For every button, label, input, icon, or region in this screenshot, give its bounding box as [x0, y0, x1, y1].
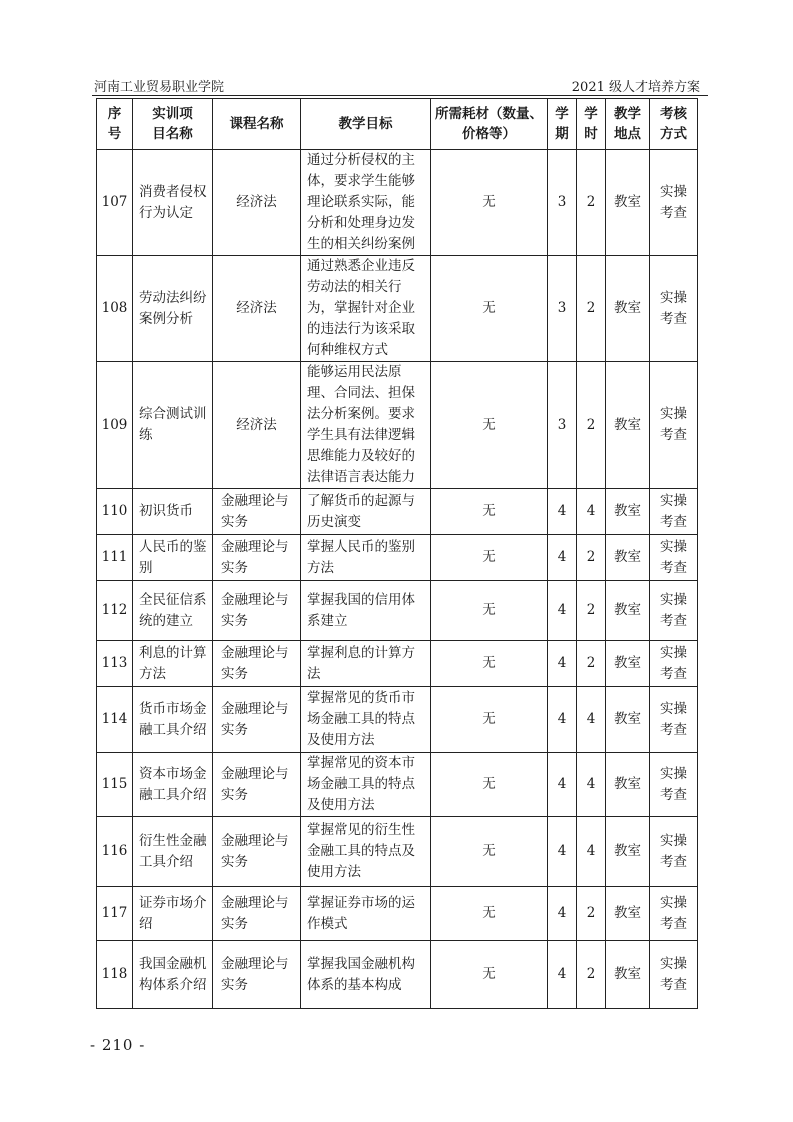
cell-no: 112 — [97, 581, 133, 641]
cell-hours: 2 — [577, 641, 606, 687]
cell-hours: 2 — [577, 581, 606, 641]
cell-course: 经济法 — [213, 362, 301, 489]
cell-place: 教室 — [606, 489, 650, 535]
header-rule — [92, 95, 708, 96]
cell-materials: 无 — [431, 489, 548, 535]
cell-term: 3 — [548, 362, 577, 489]
cell-term: 4 — [548, 817, 577, 887]
cell-hours: 4 — [577, 753, 606, 817]
cell-materials: 无 — [431, 641, 548, 687]
column-header-place: 教学地点 — [606, 99, 650, 150]
cell-project: 初识货币 — [133, 489, 213, 535]
cell-project: 我国金融机构体系介绍 — [133, 941, 213, 1009]
cell-goal: 了解货币的起源与历史演变 — [301, 489, 431, 535]
cell-goal: 掌握常见的衍生性金融工具的特点及使用方法 — [301, 817, 431, 887]
cell-course: 金融理论与实务 — [213, 887, 301, 941]
cell-project: 综合测试训练 — [133, 362, 213, 489]
cell-goal: 通过熟悉企业违反劳动法的相关行为，掌握针对企业的违法行为该采取何种维权方式 — [301, 256, 431, 362]
cell-course: 金融理论与实务 — [213, 753, 301, 817]
cell-project: 全民征信系统的建立 — [133, 581, 213, 641]
table-row — [97, 535, 698, 581]
header-institution: 河南工业贸易职业学院 — [94, 80, 225, 95]
cell-hours: 2 — [577, 887, 606, 941]
table-row — [97, 581, 698, 641]
cell-materials: 无 — [431, 362, 548, 489]
cell-place: 教室 — [606, 641, 650, 687]
cell-goal: 掌握常见的资本市场金融工具的特点及使用方法 — [301, 753, 431, 817]
cell-term: 4 — [548, 687, 577, 753]
cell-place: 教室 — [606, 581, 650, 641]
cell-hours: 2 — [577, 535, 606, 581]
table-row — [97, 887, 698, 941]
cell-goal: 掌握人民币的鉴别方法 — [301, 535, 431, 581]
cell-term: 3 — [548, 256, 577, 362]
cell-project: 人民币的鉴别 — [133, 535, 213, 581]
cell-assess: 实操考查 — [650, 489, 698, 535]
cell-goal: 掌握利息的计算方法 — [301, 641, 431, 687]
cell-course: 经济法 — [213, 256, 301, 362]
cell-course: 经济法 — [213, 150, 301, 256]
cell-project: 消费者侵权行为认定 — [133, 150, 213, 256]
cell-term: 4 — [548, 941, 577, 1009]
cell-course: 金融理论与实务 — [213, 941, 301, 1009]
cell-no: 110 — [97, 489, 133, 535]
table-row — [97, 941, 698, 1009]
cell-course: 金融理论与实务 — [213, 581, 301, 641]
cell-materials: 无 — [431, 941, 548, 1009]
cell-materials: 无 — [431, 687, 548, 753]
cell-project: 资本市场金融工具介绍 — [133, 753, 213, 817]
cell-no: 114 — [97, 687, 133, 753]
cell-course: 金融理论与实务 — [213, 817, 301, 887]
cell-term: 4 — [548, 489, 577, 535]
column-header-term: 学期 — [548, 99, 577, 150]
cell-no: 116 — [97, 817, 133, 887]
cell-hours: 2 — [577, 256, 606, 362]
table-row — [97, 817, 698, 887]
cell-materials: 无 — [431, 256, 548, 362]
table-row — [97, 362, 698, 489]
cell-course: 金融理论与实务 — [213, 535, 301, 581]
cell-place: 教室 — [606, 687, 650, 753]
cell-project: 证券市场介绍 — [133, 887, 213, 941]
cell-assess: 实操考查 — [650, 641, 698, 687]
table-row — [97, 256, 698, 362]
cell-term: 3 — [548, 150, 577, 256]
cell-hours: 2 — [577, 941, 606, 1009]
cell-course: 金融理论与实务 — [213, 687, 301, 753]
cell-assess: 实操考查 — [650, 256, 698, 362]
cell-no: 118 — [97, 941, 133, 1009]
column-header-assess: 考核方式 — [650, 99, 698, 150]
cell-materials: 无 — [431, 150, 548, 256]
cell-project: 利息的计算方法 — [133, 641, 213, 687]
cell-materials: 无 — [431, 817, 548, 887]
cell-no: 108 — [97, 256, 133, 362]
cell-place: 教室 — [606, 817, 650, 887]
cell-assess: 实操考查 — [650, 753, 698, 817]
column-header-materials: 所需耗材（数量、价格等） — [431, 99, 548, 150]
cell-place: 教室 — [606, 256, 650, 362]
cell-course: 金融理论与实务 — [213, 489, 301, 535]
cell-no: 109 — [97, 362, 133, 489]
table-row — [97, 489, 698, 535]
cell-course: 金融理论与实务 — [213, 641, 301, 687]
cell-goal: 通过分析侵权的主体，要求学生能够理论联系实际，能分析和处理身边发生的相关纠纷案例 — [301, 150, 431, 256]
cell-goal: 掌握我国的信用体系建立 — [301, 581, 431, 641]
cell-term: 4 — [548, 581, 577, 641]
cell-goal: 掌握常见的货币市场金融工具的特点及使用方法 — [301, 687, 431, 753]
cell-no: 111 — [97, 535, 133, 581]
cell-hours: 4 — [577, 489, 606, 535]
column-header-hours: 学时 — [577, 99, 606, 150]
cell-goal: 掌握证券市场的运作模式 — [301, 887, 431, 941]
cell-hours: 4 — [577, 817, 606, 887]
cell-term: 4 — [548, 535, 577, 581]
training-plan-table — [96, 98, 698, 1009]
cell-hours: 2 — [577, 150, 606, 256]
cell-assess: 实操考查 — [650, 887, 698, 941]
cell-place: 教室 — [606, 941, 650, 1009]
table-row — [97, 150, 698, 256]
cell-materials: 无 — [431, 887, 548, 941]
column-header-no: 序号 — [97, 99, 133, 150]
cell-hours: 4 — [577, 687, 606, 753]
cell-project: 劳动法纠纷案例分析 — [133, 256, 213, 362]
column-header-goal: 教学目标 — [301, 99, 431, 150]
cell-assess: 实操考查 — [650, 817, 698, 887]
cell-no: 117 — [97, 887, 133, 941]
cell-materials: 无 — [431, 535, 548, 581]
cell-no: 107 — [97, 150, 133, 256]
table-header-row — [97, 99, 698, 150]
table-row — [97, 753, 698, 817]
cell-project: 衍生性金融工具介绍 — [133, 817, 213, 887]
cell-assess: 实操考查 — [650, 535, 698, 581]
cell-term: 4 — [548, 887, 577, 941]
cell-assess: 实操考查 — [650, 581, 698, 641]
cell-hours: 2 — [577, 362, 606, 489]
cell-project: 货币市场金融工具介绍 — [133, 687, 213, 753]
cell-assess: 实操考查 — [650, 941, 698, 1009]
cell-materials: 无 — [431, 581, 548, 641]
cell-goal: 能够运用民法原理、合同法、担保法分析案例。要求学生具有法律逻辑思维能力及较好的法律语言表达能力 — [301, 362, 431, 489]
cell-place: 教室 — [606, 362, 650, 489]
table-row — [97, 687, 698, 753]
cell-place: 教室 — [606, 753, 650, 817]
column-header-project: 实训项目名称 — [133, 99, 213, 150]
column-header-course: 课程名称 — [213, 99, 301, 150]
cell-assess: 实操考查 — [650, 150, 698, 256]
cell-term: 4 — [548, 641, 577, 687]
header-document-title: 2021 级人才培养方案 — [571, 80, 700, 95]
page-number: - 210 - — [90, 1036, 146, 1054]
cell-no: 115 — [97, 753, 133, 817]
cell-materials: 无 — [431, 753, 548, 817]
cell-term: 4 — [548, 753, 577, 817]
cell-place: 教室 — [606, 535, 650, 581]
cell-place: 教室 — [606, 150, 650, 256]
cell-assess: 实操考查 — [650, 362, 698, 489]
cell-place: 教室 — [606, 887, 650, 941]
table-row — [97, 641, 698, 687]
cell-assess: 实操考查 — [650, 687, 698, 753]
cell-goal: 掌握我国金融机构体系的基本构成 — [301, 941, 431, 1009]
cell-no: 113 — [97, 641, 133, 687]
